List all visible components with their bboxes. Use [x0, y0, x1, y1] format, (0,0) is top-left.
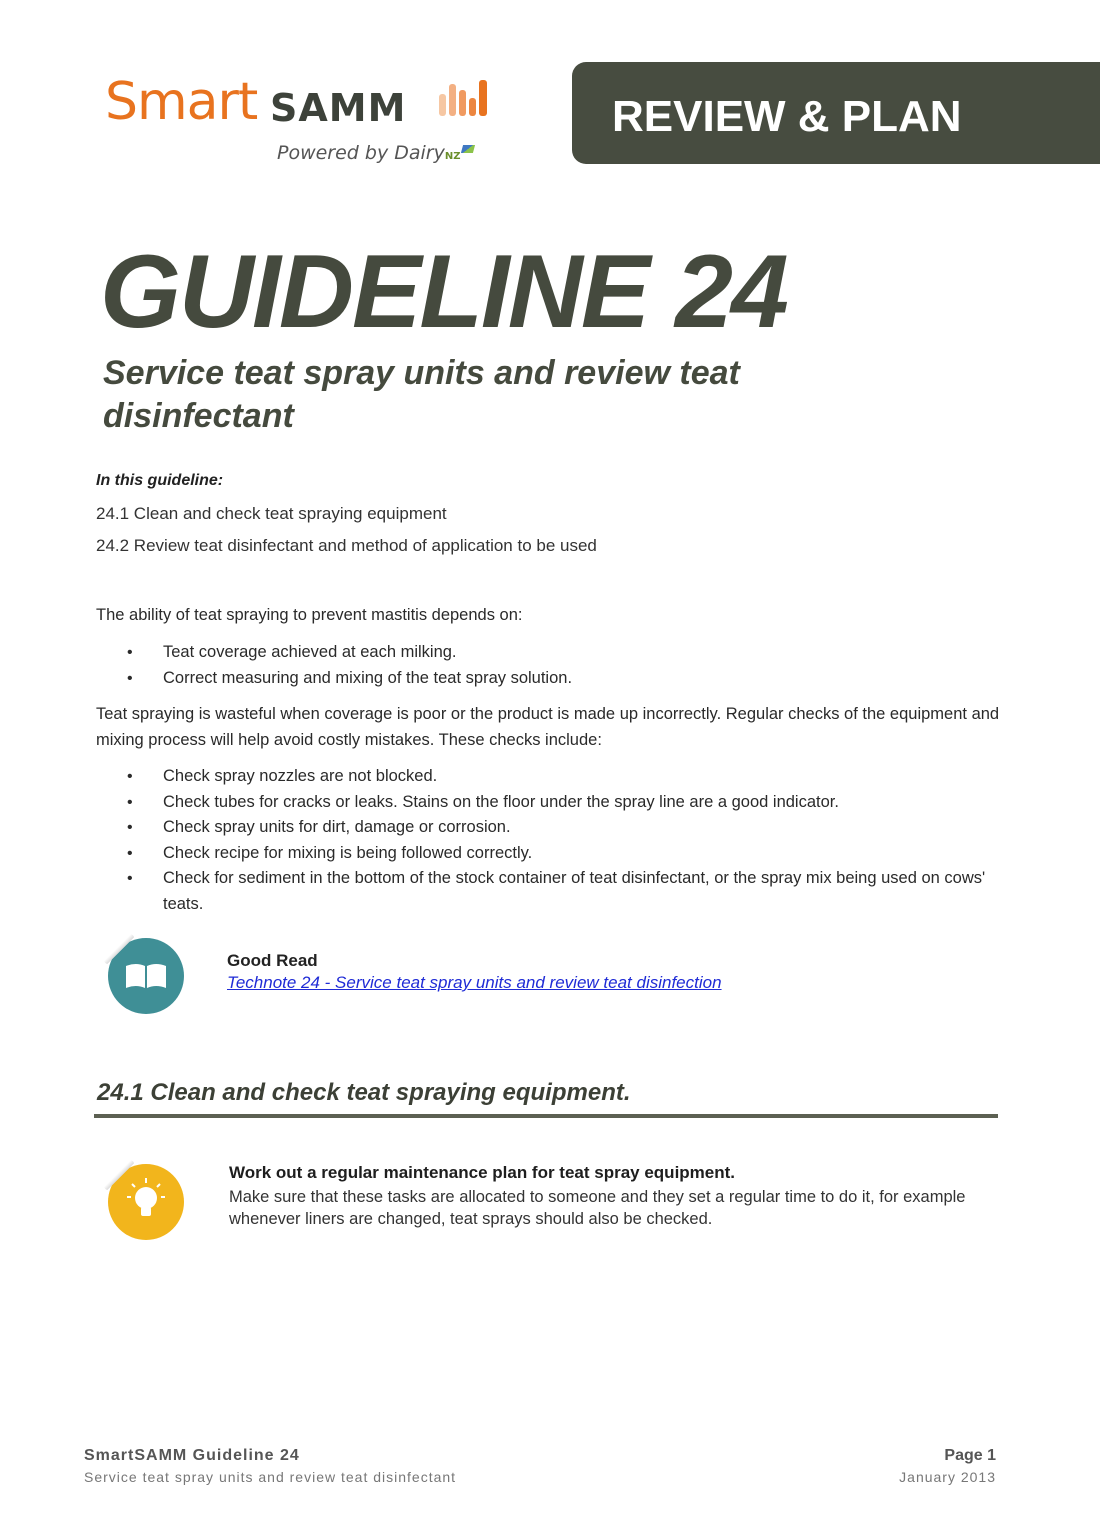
- logo-samm-text: SAMM: [270, 86, 407, 130]
- footer-page-number: Page 1: [944, 1447, 996, 1464]
- list-item: • Correct measuring and mixing of the teat spray solution.: [127, 666, 1007, 692]
- footer-date: January 2013: [899, 1469, 996, 1485]
- list-item: • Check recipe for mixing is being followed correctly.: [127, 841, 987, 867]
- footer-guideline-title: SmartSAMM Guideline 24: [84, 1447, 300, 1464]
- list-item: • Check tubes for cracks or leaks. Stains on the floor under the spray line are a good indicator.: [127, 790, 987, 816]
- book-glyph-icon: [108, 938, 184, 1014]
- contents-label: In this guideline:: [96, 472, 224, 489]
- list-item: • Teat coverage achieved at each milking.: [127, 640, 1007, 666]
- good-read-label: Good Read: [227, 951, 318, 970]
- bulb-glyph-icon: [108, 1164, 184, 1240]
- list-item: • Check spray nozzles are not blocked.: [127, 764, 987, 790]
- page-title: GUIDELINE 24: [100, 234, 787, 350]
- tip-body: Make sure that these tasks are allocated to someone and they set a regular time to do it, for example whenever liners are changed, teat sprays should also be checked.: [229, 1188, 966, 1228]
- section-divider: [94, 1114, 998, 1118]
- technote-24-link[interactable]: Technote 24 - Service teat spray units and review teat disinfection: [227, 973, 722, 992]
- dairynz-flag-icon: [460, 145, 474, 153]
- tip-title: Work out a regular maintenance plan for teat spray equipment.: [229, 1163, 736, 1182]
- intro-paragraph: The ability of teat spraying to prevent mastitis depends on:: [96, 606, 523, 624]
- list-item: • Check for sediment in the bottom of the stock container of teat disinfectant, or the spray mix being used on cows' teats.: [127, 866, 987, 917]
- smartsamm-logo: [105, 72, 505, 172]
- nz-text: NZ: [444, 151, 461, 162]
- powered-by-text: Powered by Dairy: [277, 142, 445, 164]
- contents-item: 24.1 Clean and check teat spraying equipment: [96, 504, 447, 523]
- logo-bars-icon: [437, 78, 497, 118]
- banner-text: REVIEW & PLAN: [612, 92, 962, 141]
- section-24-1-title: 24.1 Clean and check teat spraying equipment.: [97, 1079, 631, 1106]
- checks-paragraph: Teat spraying is wasteful when coverage is poor or the product is made up incorrectly. Regular checks of the equipment and mixing process will help avoid costly mistakes. These checks include:: [96, 705, 1000, 749]
- logo-smart-text: Smart: [105, 72, 258, 132]
- checks-bullet-list: [127, 764, 987, 917]
- review-plan-banner: [572, 62, 1100, 164]
- page-subtitle: Service teat spray units and review teat disinfectant: [103, 354, 740, 435]
- contents-item: 24.2 Review teat disinfectant and method of application to be used: [96, 536, 597, 555]
- intro-bullet-list: [127, 640, 1007, 691]
- list-item: • Check spray units for dirt, damage or corrosion.: [127, 815, 987, 841]
- book-icon: [108, 938, 184, 1014]
- lightbulb-icon: [108, 1164, 184, 1240]
- footer-guideline-subtitle: Service teat spray units and review teat disinfectant: [84, 1469, 457, 1485]
- logo-powered-by: [277, 142, 474, 164]
